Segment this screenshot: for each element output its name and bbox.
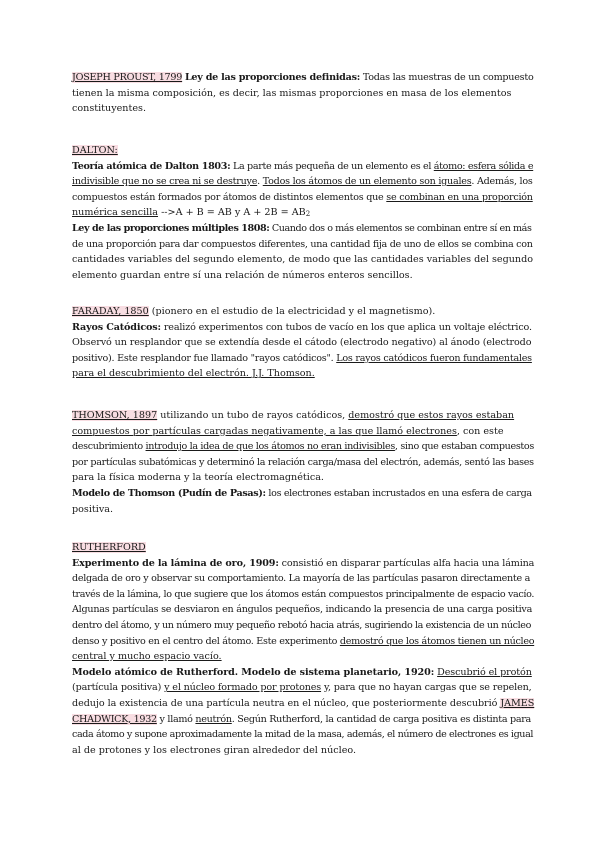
text-line: (partícula positiva) y el núcleo formado por protones y, para que no hayan cargas que se repelen, — [72, 682, 532, 694]
theory-title: Teoría atómica de Dalton 1803: — [72, 160, 231, 172]
text-line: central y mucho espacio vacío. — [72, 651, 222, 663]
section-thomson — [72, 408, 532, 517]
law-title: Ley de las proporciones múltiples 1808: — [72, 222, 270, 234]
text-line: por partículas subatómicas y determinó la relación carga/masa del electrón, además, sentó las bases — [72, 456, 534, 468]
section-proust — [72, 70, 532, 117]
text-line: indivisible que no se crea ni se destruye. Todos los átomos de un elemento son iguales. Además, los — [72, 176, 533, 188]
text-line: tienen la misma composición, es decir, las mismas proporciones en masa de los elementos — [72, 87, 512, 99]
scientist-name: JOSEPH PROUST, 1799 — [72, 72, 183, 83]
model-title: Modelo de Thomson (Pudín de Pasas): — [72, 487, 266, 499]
text-line: para el descubrimiento del electrón. J.J. Thomson. — [72, 368, 315, 380]
text-line: FARADAY, 1850 (pionero en el estudio de la electricidad y el magnetismo). — [72, 306, 436, 317]
text-line: dentro del átomo, y un número muy pequeño rebotó hacia atrás, sugiriendo la existencia de un núcleo — [72, 619, 531, 631]
text-line: Teoría atómica de Dalton 1803: La parte más pequeña de un elemento es el átomo: esfera sólida e — [72, 160, 534, 172]
text-line: compuestos están formados por átomos de distintos elementos que se combinan en una proporción — [72, 191, 533, 203]
scientist-name: THOMSON, 1897 — [72, 410, 158, 421]
text-line: para la física moderna y la teoría electromagnética. — [72, 472, 324, 484]
text-line: través de la lámina, lo que sugiere que los átomos están compuestos principalmente de espacio vacío. — [72, 588, 535, 600]
text-line: Rayos Catódicos: realizó experimentos con tubos de vacío en los que aplica un voltaje eléctrico. — [72, 321, 532, 333]
text-line: al de protones y los electrones giran alrededor del núcleo. — [72, 744, 357, 756]
experiment-title: Experimento de la lámina de oro, 1909: — [72, 557, 279, 569]
text-line: denso y positivo en el centro del átomo. Este experimento demostró que los átomos tienen un núcleo — [72, 635, 535, 647]
law-title: Ley de las proporciones definidas: — [184, 72, 361, 83]
concept-title: Rayos Catódicos: — [72, 321, 161, 333]
text-line: dedujo la existencia de una partícula neutra en el núcleo, que posteriormente descubrió JAMES — [72, 697, 535, 709]
text-line: cada átomo y supone aproximadamente la mitad de la masa, además, el número de electrones es igual — [72, 729, 534, 741]
text-line: delgada de oro y observar su comportamiento. La mayoría de las partículas pasaron directamente a — [72, 573, 530, 585]
text-line: positivo). Este resplandor fue llamado "rayos catódicos". Los rayos catódicos fueron fundamentales — [72, 352, 532, 364]
text-line: Observó un resplandor que se extendía desde el cátodo (electrodo negativo) al ánodo (electrodo — [72, 337, 532, 349]
text-line: Algunas partículas se desviaron en ángulos pequeños, indicando la presencia de una carga positiva — [72, 604, 533, 616]
text-line: Modelo atómico de Rutherford. Modelo de sistema planetario, 1920: Descubrió el protón — [72, 666, 532, 678]
text-line: elemento guardan entre sí una relación de números enteros sencillos. — [72, 269, 413, 281]
text-line: Modelo de Thomson (Pudín de Pasas): los electrones estaban incrustados en una esfera de carga — [72, 487, 532, 499]
text-line: constituyentes. — [72, 103, 146, 115]
text-line: positiva. — [72, 503, 114, 515]
text-line: JOSEPH PROUST, 1799 Ley de las proporciones definidas: Todas las muestras de un compuesto — [72, 72, 534, 83]
section-rutherford — [72, 540, 535, 758]
scientist-name: RUTHERFORD — [72, 542, 146, 553]
text-line: THOMSON, 1897 utilizando un tubo de rayos catódicos, demostró que estos rayos estaban — [72, 410, 515, 421]
text-line: cantidades variables del segundo elemento, de modo que las cantidades variables del segundo — [72, 254, 534, 266]
text-line: CHADWICK, 1932 y llamó neutrón. Según Rutherford, la cantidad de carga positiva es distinta para — [72, 713, 531, 725]
scientist-name: FARADAY, 1850 — [72, 306, 149, 317]
section-faraday — [72, 304, 532, 382]
text-line: descubrimiento introdujo la idea de que los átomos no eran indivisibles, sino que estaban compuestos — [72, 441, 534, 453]
model-title: Modelo atómico de Rutherford. Modelo de sistema planetario, 1920: — [72, 666, 435, 678]
text-line: de una proporción para dar compuestos diferentes, una cantidad fija de uno de ellos se combina con — [72, 238, 533, 250]
text-line: numérica sencilla -->A + B = AB y $A + 2B = AB_2$ — [72, 207, 311, 219]
text-line: compuestos por partículas cargadas negativamente, a las que llamó electrones, con este — [72, 425, 504, 437]
text-line: Ley de las proporciones múltiples 1808: Cuando dos o más elementos se combinan entre sí en más — [72, 222, 532, 234]
section-dalton — [72, 143, 532, 283]
text-line: Experimento de la lámina de oro, 1909: consistió en disparar partículas alfa hacia una lámina — [72, 557, 535, 569]
scientist-name: DALTON: — [72, 145, 118, 156]
